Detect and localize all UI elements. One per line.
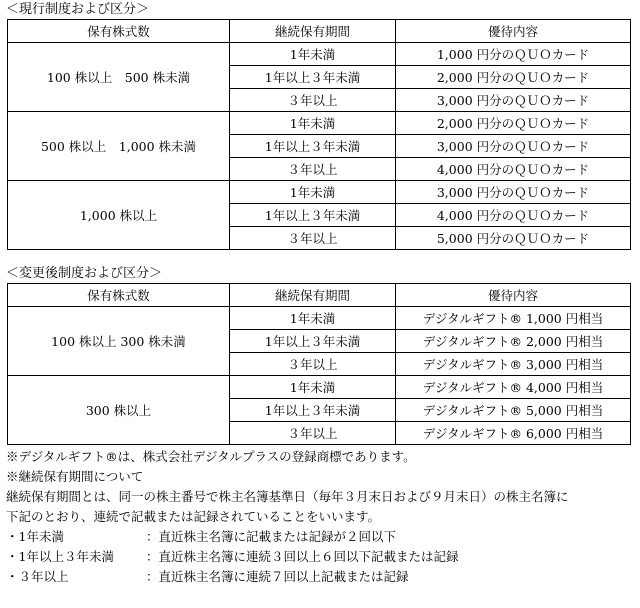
period-cell: 1年以上３年未満 xyxy=(230,135,396,158)
period-definition-line-1: 継続保有期間とは、同一の株主番号で株主名簿基準日（毎年３月末日および９月末日）の株主名簿に xyxy=(6,489,569,504)
period-cell: 1年未満 xyxy=(230,181,396,204)
period-note-heading: ※継続保有期間について xyxy=(6,469,144,484)
bullet-text: ：直近株主名簿に記載または記録が２回以下 xyxy=(146,529,397,544)
header-benefit: 優待内容 xyxy=(396,20,631,43)
benefit-cell: 3,000 円分のＱＵＯカード xyxy=(396,181,631,204)
bullet-text: ：直近株主名簿に連続３回以上６回以下記載または記録 xyxy=(146,549,459,564)
benefit-cell: デジタルギフト® 6,000 円相当 xyxy=(396,422,631,445)
after-benefits-table xyxy=(7,283,631,445)
current-section-title: ＜現行制度および区分＞ xyxy=(6,2,150,17)
table-row xyxy=(8,376,631,399)
benefit-cell: 3,000 円分のＱＵＯカード xyxy=(396,89,631,112)
period-cell: ３年以上 xyxy=(230,89,396,112)
shares-cell: 100 株以上 500 株未満 xyxy=(8,43,230,112)
benefit-cell: デジタルギフト® 4,000 円相当 xyxy=(396,376,631,399)
current-benefits-table xyxy=(7,19,631,250)
header-benefit: 優待内容 xyxy=(396,284,631,307)
benefit-cell: デジタルギフト® 1,000 円相当 xyxy=(396,307,631,330)
bullet-label: ・1年未満 xyxy=(6,529,64,544)
notes-block xyxy=(6,447,634,587)
header-shares: 保有株式数 xyxy=(8,20,230,43)
benefit-cell: 3,000 円分のＱＵＯカード xyxy=(396,135,631,158)
period-cell: 1年未満 xyxy=(230,307,396,330)
table-row xyxy=(8,43,631,66)
benefit-cell: 4,000 円分のＱＵＯカード xyxy=(396,204,631,227)
period-cell: 1年未満 xyxy=(230,43,396,66)
period-cell: 1年以上３年未満 xyxy=(230,330,396,353)
table-row xyxy=(8,112,631,135)
period-cell: 1年未満 xyxy=(230,112,396,135)
shares-cell: 300 株以上 xyxy=(8,376,230,445)
period-cell: 1年以上３年未満 xyxy=(230,399,396,422)
table-row xyxy=(8,181,631,204)
period-cell: ３年以上 xyxy=(230,353,396,376)
trademark-note: ※デジタルギフト®は、株式会社デジタルプラスの登録商標であります。 xyxy=(6,449,416,464)
period-cell: ３年以上 xyxy=(230,158,396,181)
table-header-row xyxy=(8,284,631,307)
benefit-cell: デジタルギフト® 2,000 円相当 xyxy=(396,330,631,353)
benefit-cell: 5,000 円分のＱＵＯカード xyxy=(396,227,631,250)
benefit-cell: 4,000 円分のＱＵＯカード xyxy=(396,158,631,181)
header-period: 継続保有期間 xyxy=(230,284,396,307)
shares-cell: 500 株以上 1,000 株未満 xyxy=(8,112,230,181)
benefit-cell: デジタルギフト® 3,000 円相当 xyxy=(396,353,631,376)
header-period: 継続保有期間 xyxy=(230,20,396,43)
period-cell: 1年以上３年未満 xyxy=(230,204,396,227)
bullet-text: ：直近株主名簿に連続７回以上記載または記録 xyxy=(146,569,409,584)
list-item xyxy=(6,567,634,587)
list-item xyxy=(6,547,634,567)
shares-cell: 100 株以上 300 株未満 xyxy=(8,307,230,376)
header-shares: 保有株式数 xyxy=(8,284,230,307)
table-header-row xyxy=(8,20,631,43)
period-cell: ３年以上 xyxy=(230,227,396,250)
benefit-cell: デジタルギフト® 5,000 円相当 xyxy=(396,399,631,422)
after-section-title: ＜変更後制度および区分＞ xyxy=(6,266,163,281)
bullet-label: ・３年以上 xyxy=(6,569,69,584)
bullet-label: ・1年以上３年未満 xyxy=(6,549,114,564)
benefit-cell: 2,000 円分のＱＵＯカード xyxy=(396,66,631,89)
shares-cell: 1,000 株以上 xyxy=(8,181,230,250)
benefit-cell: 1,000 円分のＱＵＯカード xyxy=(396,43,631,66)
period-cell: ３年以上 xyxy=(230,422,396,445)
period-cell: 1年未満 xyxy=(230,376,396,399)
benefit-cell: 2,000 円分のＱＵＯカード xyxy=(396,112,631,135)
section-gap xyxy=(6,250,634,264)
period-definition-line-2: 下記のとおり、連続で記載または記録されていることをいいます。 xyxy=(6,509,381,524)
period-cell: 1年以上３年未満 xyxy=(230,66,396,89)
table-row xyxy=(8,307,631,330)
list-item xyxy=(6,527,634,547)
